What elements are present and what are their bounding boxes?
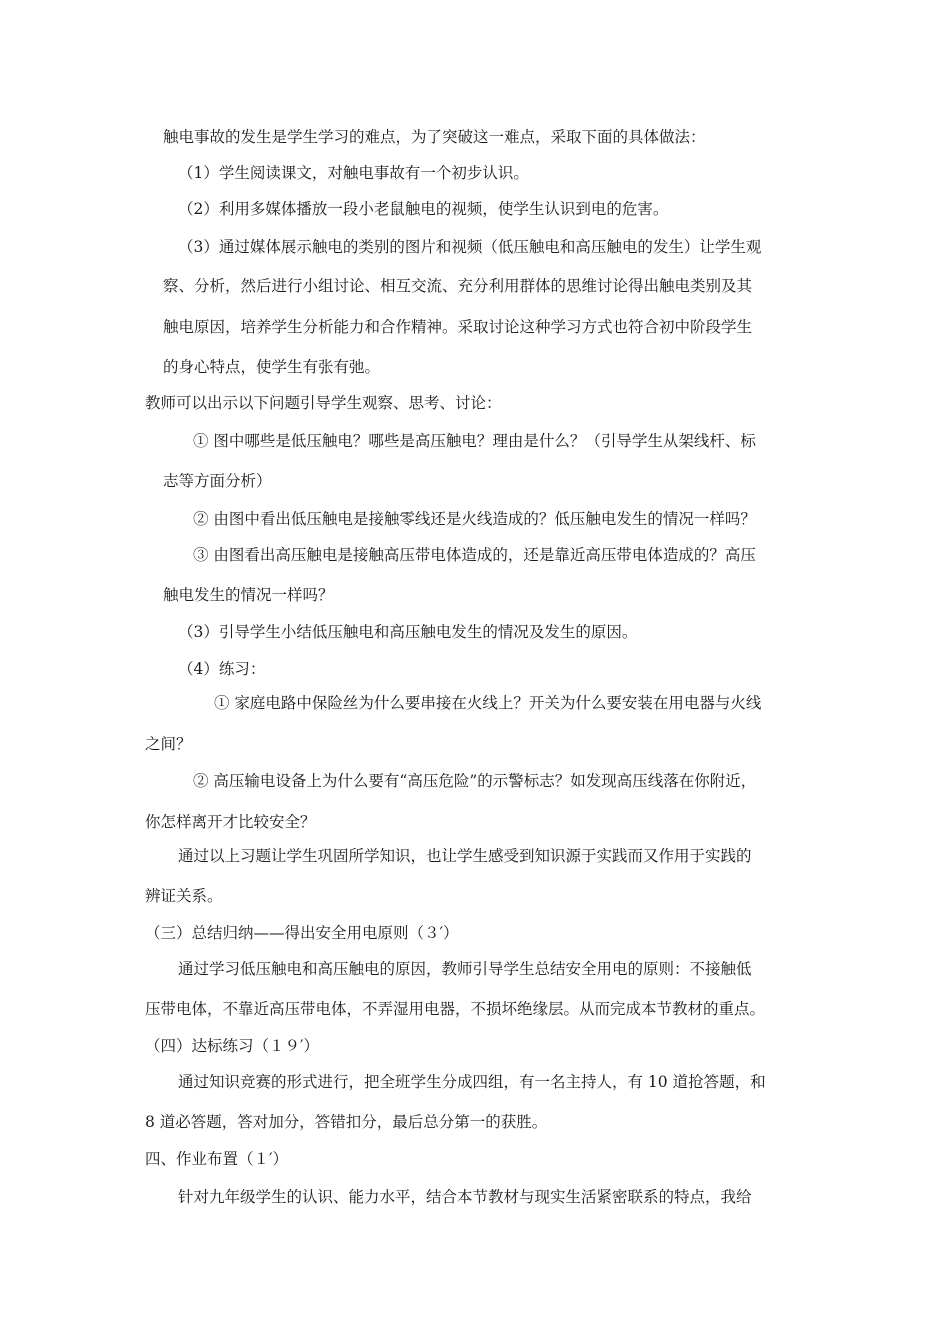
text-line: 触电事故的发生是学生学习的难点，为了突破这一难点，采取下面的具体做法：: [163, 128, 706, 146]
text-line: 触电原因，培养学生分析能力和合作精神。采取讨论这种学习方式也符合初中阶段学生: [163, 318, 753, 336]
text-line: 针对九年级学生的认识、能力水平，结合本节教材与现实生活紧密联系的特点，我给: [178, 1188, 752, 1206]
text-line: 压带电体，不靠近高压带电体，不弄湿用电器，不损坏绝缘层。从而完成本节教材的重点。: [145, 1000, 766, 1018]
section-heading: （四）达标练习（１９′）: [145, 1037, 320, 1055]
text-line: ① 家庭电路中保险丝为什么要串接在火线上？开关为什么要安装在用电器与火线: [214, 694, 762, 712]
section-heading: 四、作业布置（１′）: [145, 1150, 289, 1168]
text-line: 的身心特点，使学生有张有弛。: [163, 358, 381, 376]
text-line: 你怎样离开才比较安全？: [145, 813, 316, 831]
section-heading: （三）总结归纳——得出安全用电原则（３′）: [145, 924, 459, 942]
text-line: 察、分析，然后进行小组讨论、相互交流、充分利用群体的思维讨论得出触电类别及其: [163, 277, 753, 295]
text-line: 触电发生的情况一样吗？: [163, 586, 334, 604]
text-line: ② 高压输电设备上为什么要有“高压危险”的示警标志？如发现高压线落在你附近，: [193, 772, 757, 790]
text-line: ① 图中哪些是低压触电？哪些是高压触电？理由是什么？（引导学生从架线杆、标: [193, 432, 756, 450]
text-line: 通过知识竞赛的形式进行，把全班学生分成四组，有一名主持人，有 10 道抢答题，和: [178, 1073, 766, 1091]
text-line: ② 由图中看出低压触电是接触零线还是火线造成的？低压触电发生的情况一样吗？: [193, 510, 756, 528]
text-line: （1）学生阅读课文，对触电事故有一个初步认识。: [178, 164, 529, 182]
text-line: 8 道必答题，答对加分，答错扣分，最后总分第一的获胜。: [145, 1113, 548, 1131]
text-line: 之间？: [145, 735, 192, 753]
text-line: 通过学习低压触电和高压触电的原因，教师引导学生总结安全用电的原则：不接触低: [178, 960, 752, 978]
text-line: （4）练习：: [178, 660, 266, 678]
text-line: （2）利用多媒体播放一段小老鼠触电的视频，使学生认识到电的危害。: [178, 200, 669, 218]
text-line: 辨证关系。: [145, 887, 223, 905]
text-line: 教师可以出示以下问题引导学生观察、思考、讨论：: [145, 394, 502, 412]
text-line: ③ 由图看出高压触电是接触高压带电体造成的，还是靠近高压带电体造成的？高压: [193, 546, 756, 564]
text-line: （3）引导学生小结低压触电和高压触电发生的情况及发生的原因。: [178, 623, 638, 641]
text-line: 志等方面分析）: [163, 472, 272, 490]
text-line: 通过以上习题让学生巩固所学知识，也让学生感受到知识源于实践而又作用于实践的: [178, 847, 752, 865]
text-line: （3）通过媒体展示触电的类别的图片和视频（低压触电和高压触电的发生）让学生观: [178, 238, 762, 256]
